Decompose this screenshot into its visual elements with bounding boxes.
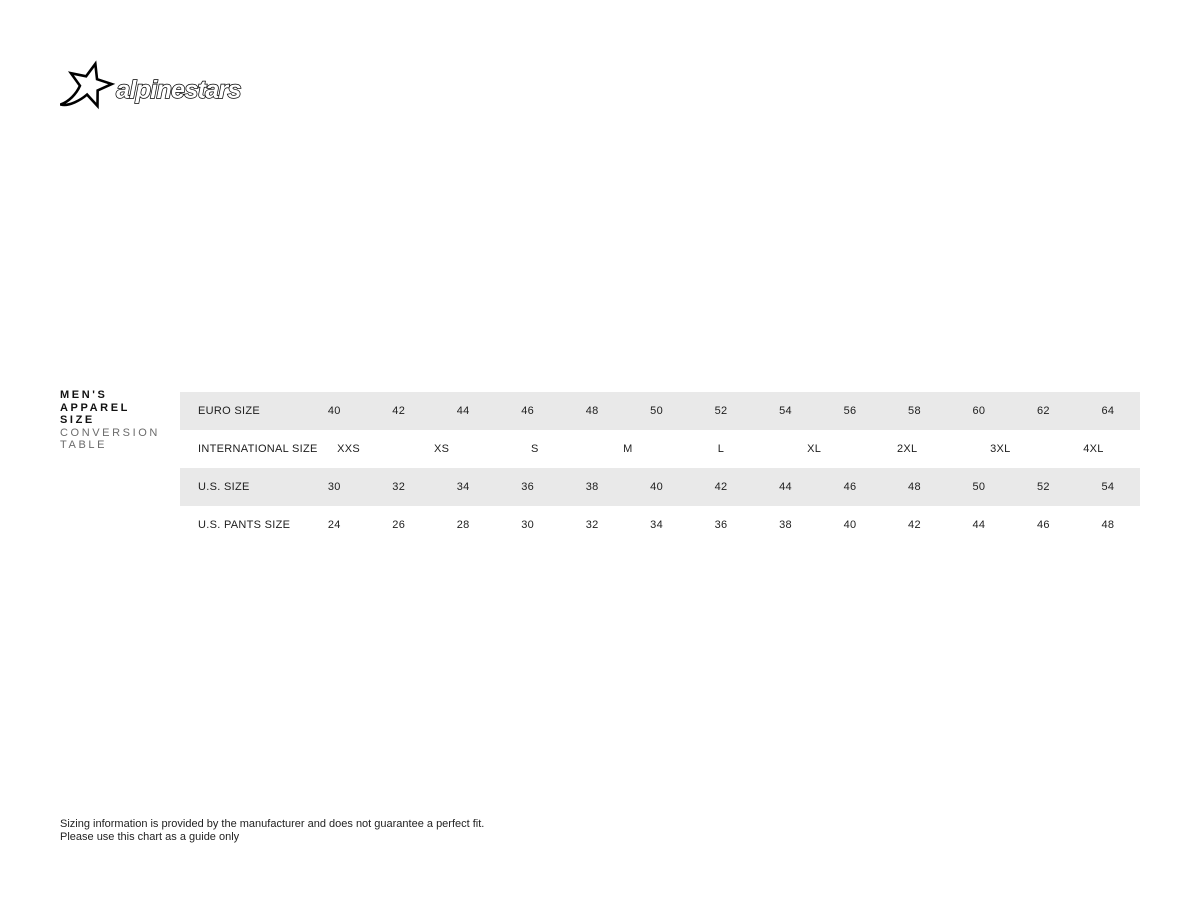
row-label: INTERNATIONAL SIZE [198, 443, 318, 455]
size-cell: 46 [843, 481, 857, 493]
row-label: U.S. PANTS SIZE [198, 519, 291, 531]
table-row [180, 468, 1140, 506]
size-cell: S [530, 443, 539, 455]
size-cell: 30 [327, 481, 341, 493]
row-label: EURO SIZE [198, 405, 260, 417]
size-cell: 48 [585, 405, 599, 417]
size-cell: 34 [456, 481, 470, 493]
row-values [302, 468, 1140, 506]
title-line-light: TABLE [60, 439, 108, 452]
size-cell: 40 [843, 519, 857, 531]
size-cell: 36 [521, 481, 535, 493]
size-cell: 34 [650, 519, 663, 531]
size-cell: 52 [1036, 481, 1050, 493]
size-cell: 3XL [990, 443, 1011, 455]
size-cell: 2XL [896, 443, 918, 455]
size-cell: 44 [779, 481, 792, 493]
row-values [302, 392, 1140, 430]
row-values [302, 430, 1140, 468]
alpinestars-logo [60, 60, 267, 112]
size-cell: XS [434, 443, 450, 455]
alpinestars-wordmark: alpinestars [116, 75, 241, 104]
size-cell: 54 [1101, 481, 1115, 493]
size-cell: XXS [337, 443, 361, 455]
row-label: U.S. SIZE [198, 481, 250, 493]
disclaimer-line-1: Sizing information is provided by the manufacturer and does not guarantee a perfect fit. [60, 818, 485, 830]
size-cell: 64 [1101, 405, 1115, 417]
size-cell: 44 [972, 519, 986, 531]
size-table [180, 392, 1140, 544]
size-cell: 36 [714, 519, 728, 531]
size-cell: 46 [521, 405, 535, 417]
size-cell: 32 [392, 481, 406, 493]
size-cell: L [717, 443, 725, 455]
size-cell: 32 [585, 519, 599, 531]
size-cell: XL [807, 443, 822, 455]
size-cell: 46 [1036, 519, 1050, 531]
title-line-bold: SIZE [60, 414, 95, 427]
disclaimer-line-2: Please use this chart as a guide only [60, 831, 240, 843]
size-cell: 38 [779, 519, 792, 531]
size-cell: 50 [972, 481, 986, 493]
size-cell: 40 [650, 481, 663, 493]
size-cell: 50 [650, 405, 663, 417]
table-row [180, 392, 1140, 430]
size-cell: 62 [1036, 405, 1050, 417]
size-cell: 4XL [1083, 443, 1104, 455]
footer-disclaimer [60, 818, 484, 844]
size-cell: 60 [972, 405, 986, 417]
size-cell: 26 [392, 519, 406, 531]
size-cell: 48 [1101, 519, 1115, 531]
row-values [302, 506, 1140, 544]
alpinestars-logo-svg [60, 60, 267, 112]
size-cell: 44 [456, 405, 470, 417]
size-cell: 28 [456, 519, 470, 531]
size-cell: 56 [843, 405, 857, 417]
size-cell: 38 [585, 481, 599, 493]
size-cell: 24 [327, 519, 341, 531]
page-title [60, 389, 160, 452]
size-cell: 30 [521, 519, 535, 531]
size-cell: 40 [327, 405, 341, 417]
table-row [180, 430, 1140, 468]
table-row [180, 506, 1140, 544]
alpinestars-star-icon [61, 64, 112, 106]
size-cell: 42 [392, 405, 406, 417]
size-cell: 48 [908, 481, 921, 493]
size-cell: 58 [908, 405, 921, 417]
size-cell: 42 [714, 481, 728, 493]
size-cell: 52 [714, 405, 728, 417]
title-line-bold: MEN'S [60, 389, 108, 401]
size-cell: 42 [908, 519, 921, 531]
title-line-light: CONVERSION [60, 426, 160, 439]
size-cell: 54 [779, 405, 792, 417]
size-cell: M [623, 443, 633, 455]
title-line-bold: APPAREL [60, 401, 130, 414]
